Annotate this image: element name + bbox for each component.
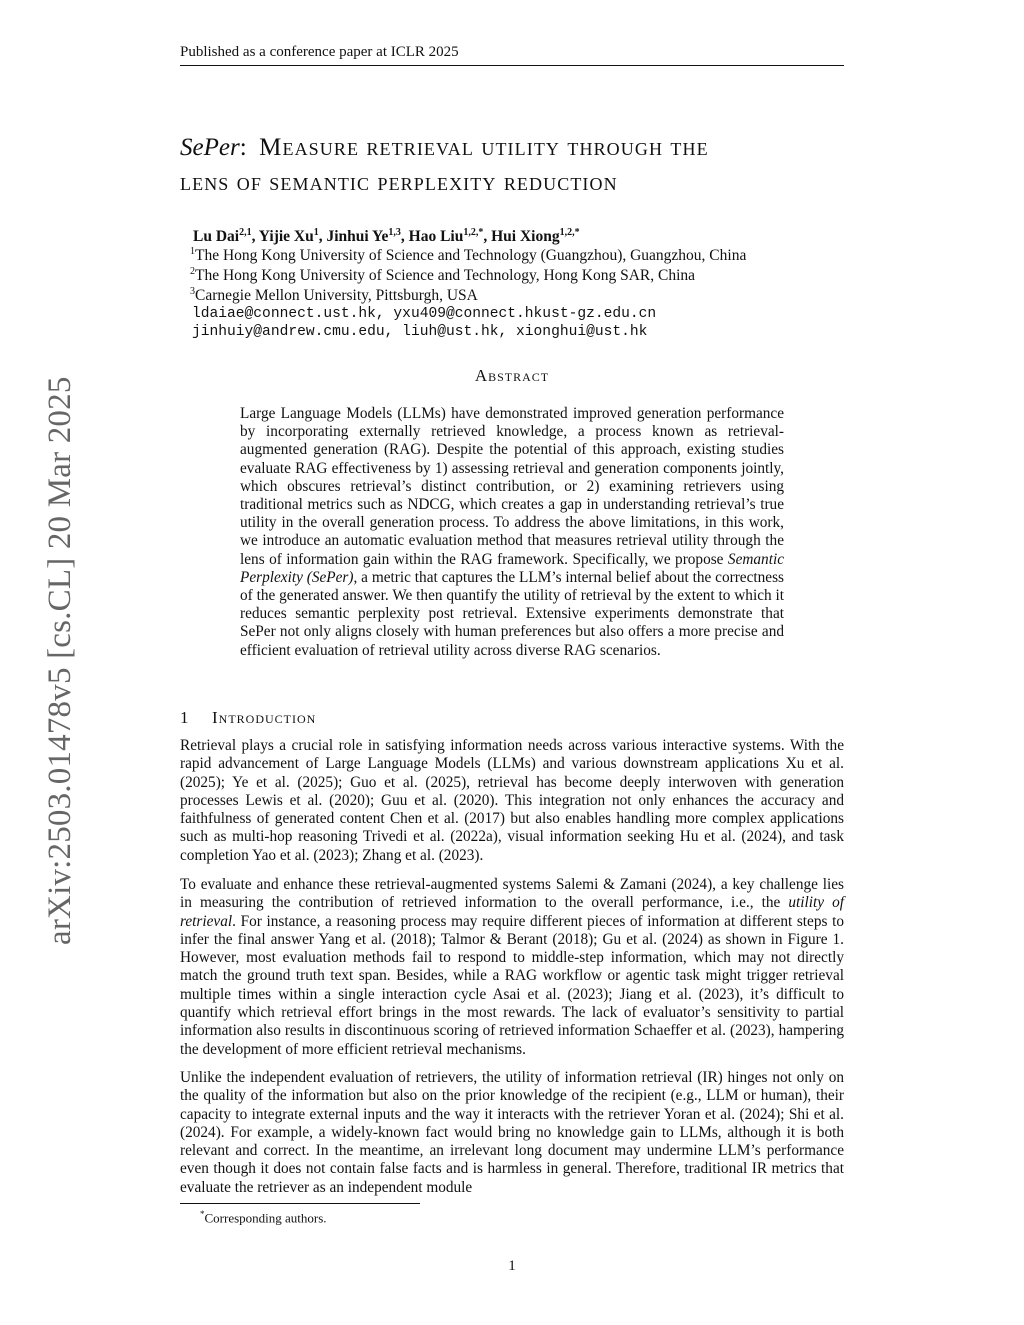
affiliation: $^3$Carnegie Mellon University, Pittsburgh, USA bbox=[190, 286, 478, 305]
affiliation: $^1$The Hong Kong University of Science and Technology (Guangzhou), Guangzhou, China bbox=[190, 246, 747, 265]
title-colon: : bbox=[239, 134, 247, 161]
abstract-heading: Abstract bbox=[474, 366, 550, 385]
paragraph: Unlike the independent evaluation of retrievers, the utility of information retrieval (IR) hinges not only on the quality of the information but also on the prior knowledge of the recipient (e.g., LLM or human), their capacity to integrate external inputs and the way it interacts with the retriever Yoran et al. (2024); Shi et al. (2024). For example, a widely-known fact would bring no knowledge gain to LLMs, although it is both relevant and correct. In the meantime, an irrelevant long document may undermine LLM’s performance even though it does not contain false facts and is harmless in general. Therefore, traditional IR metrics that evaluate the retriever as an independent module bbox=[180, 1069, 844, 1196]
title-line1-rest: Measure retrieval utility through the bbox=[259, 134, 709, 161]
author: Yijie Xu$^1$, bbox=[258, 227, 327, 246]
paper-title bbox=[180, 130, 860, 200]
page-number: 1 bbox=[508, 1258, 516, 1274]
author: Hui Xiong$^{1,2,*}$ bbox=[491, 227, 580, 246]
arxiv-identifier: arXiv:2503.01478v5 [cs.CL] 20 Mar 2025 bbox=[42, 376, 78, 945]
footnote: *Corresponding authors. bbox=[200, 1209, 327, 1226]
abstract-body: Large Language Models (LLMs) have demonstrated improved generation performance by incorporating externally retrieved knowledge, a process known as retrieval-augmented generation (RAG). Despite the potential of this approach, existing studies evaluate RAG effectiveness by 1) assessing retrieval and generation components jointly, which obscures retrieval’s distinct contribution, or 2) examining retrievers using traditional metrics such as NDCG, which creates a gap in understanding retrieval’s true utility in the overall generation process. To address the above limitations, in this work, we introduce an automatic evaluation method that measures retrieval utility through the lens of information gain within the RAG framework. Specifically, we propose Semantic Perplexity (SePer), a metric that captures the LLM’s internal belief about the correctness of the generated answer. We then quantify the utility of retrieval by the extent to which it reduces semantic perplexity post retrieval. Extensive experiments demonstrate that SePer not only aligns closely with human preferences but also offers a more precise and efficient evaluation of retrieval utility across diverse RAG scenarios. bbox=[240, 405, 784, 659]
title-line-2: lens of semantic perplexity reduction bbox=[180, 169, 618, 196]
email-line: jinhuiy@andrew.cmu.edu, liuh@ust.hk, xionghui@ust.hk bbox=[192, 324, 648, 340]
footnote-rule bbox=[180, 1203, 420, 1204]
title-italic: SePer bbox=[180, 134, 240, 161]
author: Lu Dai$^{2,1}$, bbox=[193, 227, 259, 246]
section-heading: 1 Introduction bbox=[180, 708, 317, 727]
running-header: Published as a conference paper at ICLR 2025 bbox=[180, 44, 459, 60]
affiliation: $^2$The Hong Kong University of Science and Technology, Hong Kong SAR, China bbox=[190, 266, 696, 285]
header-rule bbox=[180, 65, 844, 66]
paragraph: To evaluate and enhance these retrieval-augmented systems Salemi & Zamani (2024), a key challenge lies in measuring the contribution of retrieved information to the overall performance, i.e., the utility of retrieval. For instance, a reasoning process may require different pieces of information at different steps to infer the final answer Yang et al. (2018); Talmor & Berant (2018); Gu et al. (2024) as shown in Figure 1. However, most evaluation methods fail to respond to middle-step information, which may not directly match the ground truth text span. Besides, while a RAG workflow or agentic task might trigger retrieval multiple times within a single interaction cycle Asai et al. (2023); Jiang et al. (2023), it’s difficult to quantify which retrieval effort brings in the most rewards. The lack of evaluator’s sensitivity to partial information also results in discontinuous scoring of retrieved information Schaeffer et al. (2023), hampering the development of more efficient retrieval mechanisms. bbox=[180, 876, 844, 1058]
author: Jinhui Ye$^{1,3}$, bbox=[326, 227, 409, 246]
author-list bbox=[193, 227, 580, 246]
title-line-1 bbox=[180, 130, 860, 165]
email-line: ldaiae@connect.ust.hk, yxu409@connect.hkust-gz.edu.cn bbox=[192, 306, 657, 322]
author: Hao Liu$^{1,2,*}$, bbox=[408, 227, 492, 246]
paragraph: Retrieval plays a crucial role in satisfying information needs across various interactive systems. With the rapid advancement of Large Language Models (LLMs) and various downstream applications Xu et al. (2025); Ye et al. (2025); Guo et al. (2025), retrieval has become deeply interwoven with generation processes Lewis et al. (2020); Guu et al. (2020). This integration not only enhances the accuracy and faithfulness of generated content Chen et al. (2017) but also enables handling more complex applications such as multi-hop reasoning Trivedi et al. (2022a), visual information seeking Hu et al. (2024), and task completion Yao et al. (2023); Zhang et al. (2023). bbox=[180, 737, 844, 864]
